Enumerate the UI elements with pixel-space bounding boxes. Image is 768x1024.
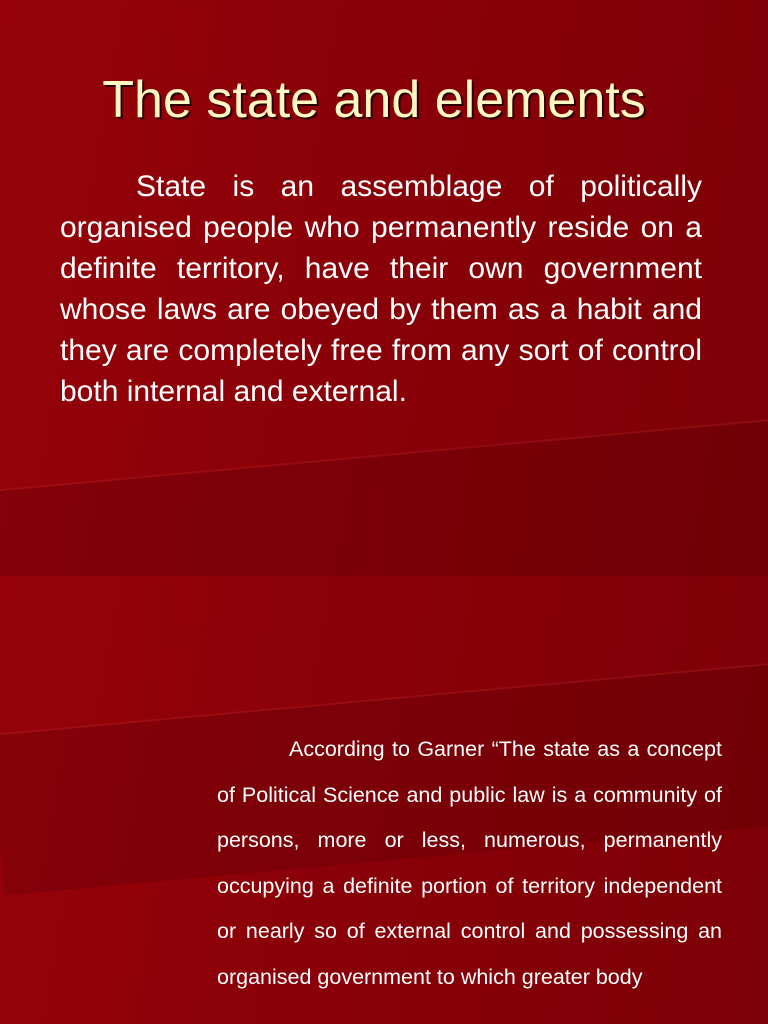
state-definition-paragraph: State is an assemblage of politically organised people who permanently reside on a definite territory, have their own government whose laws are obeyed by them as a habit and they are completely free from any sort of control both internal and external. (60, 170, 702, 408)
garner-quote-paragraph: According to Garner “The state as a concept of Political Science and public law is a community of persons, more or less, numerous, permanently occupying a definite portion of territory independent or nearly so of external control and possessing an organised government to which greater body (217, 737, 722, 989)
slide-title: The state and elements (102, 71, 646, 129)
slide-2 (0, 576, 768, 1024)
background-band (0, 419, 768, 576)
